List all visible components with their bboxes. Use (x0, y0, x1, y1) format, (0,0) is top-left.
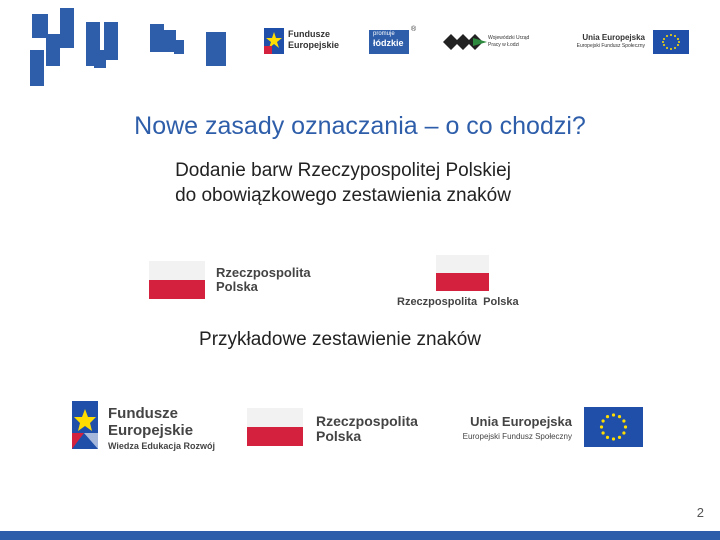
footer-fe-line2: Europejskie (108, 422, 194, 439)
fe-star-icon (262, 26, 286, 56)
slide-title: Nowe zasady oznaczania – o co chodzi? (134, 112, 586, 140)
footer-rp-line1: Rzeczpospolita (316, 413, 418, 429)
wup-line1: Wojewódzki Urząd (488, 35, 530, 41)
example-label: Przykładowe zestawienie znaków (199, 329, 481, 350)
footer-eu-text (448, 414, 572, 441)
footer-rp-text (316, 414, 418, 443)
poland-flag-a (149, 261, 205, 299)
header-logos (0, 0, 720, 100)
header-fe-line1: Fundusze (288, 29, 330, 39)
fe-footer-star-icon (70, 399, 100, 451)
wup-line2: Pracy w Łodzi (488, 42, 520, 48)
rp-logo-a-text (216, 266, 311, 293)
poland-flag-b (436, 255, 489, 291)
header-eu-title: Unia Europejska (582, 33, 645, 42)
rp-logo-a-line2: Polska (216, 278, 258, 294)
wup-logo-icon (443, 32, 487, 52)
header-fe-line2: Europejskie (288, 40, 340, 50)
footer-fe-line1: Fundusze (108, 405, 178, 422)
header-eu-sub: Europejski Fundusz Społeczny (576, 43, 645, 49)
footer-eu-title: Unia Europejska (470, 414, 572, 429)
rp-logo-a-line1: Rzeczpospolita (216, 265, 311, 280)
footer-rp-line2: Polska (316, 427, 362, 444)
footer-eu-flag-icon (584, 407, 643, 447)
footer-fe-program: Wiedza Edukacja Rozwój (108, 441, 215, 451)
page-number: 2 (696, 505, 704, 520)
lodzkie-small: promuje (373, 31, 395, 37)
header-eu-text (569, 33, 645, 51)
brand-pixel-logo (24, 6, 236, 92)
footer-eu-sub: Europejski Fundusz Społeczny (462, 432, 572, 441)
wup-text (488, 35, 529, 49)
slide-subtitle (0, 158, 686, 208)
eu-flag-icon (653, 30, 689, 54)
poland-flag-footer (247, 408, 303, 446)
rp-logo-b-text: Rzeczpospolita Polska (397, 296, 519, 308)
subtitle-line2: do obowiązkowego zestawienia znaków (175, 185, 511, 206)
footer-fe-text (108, 405, 215, 453)
subtitle-line1: Dodanie barw Rzeczypospolitej Polskiej (175, 160, 511, 181)
bottom-bar (0, 531, 720, 540)
registered-icon: ® (411, 26, 417, 33)
lodzkie-label: łódzkie (373, 38, 404, 48)
header-fe-text (288, 29, 339, 51)
lodzkie-logo (369, 30, 409, 54)
